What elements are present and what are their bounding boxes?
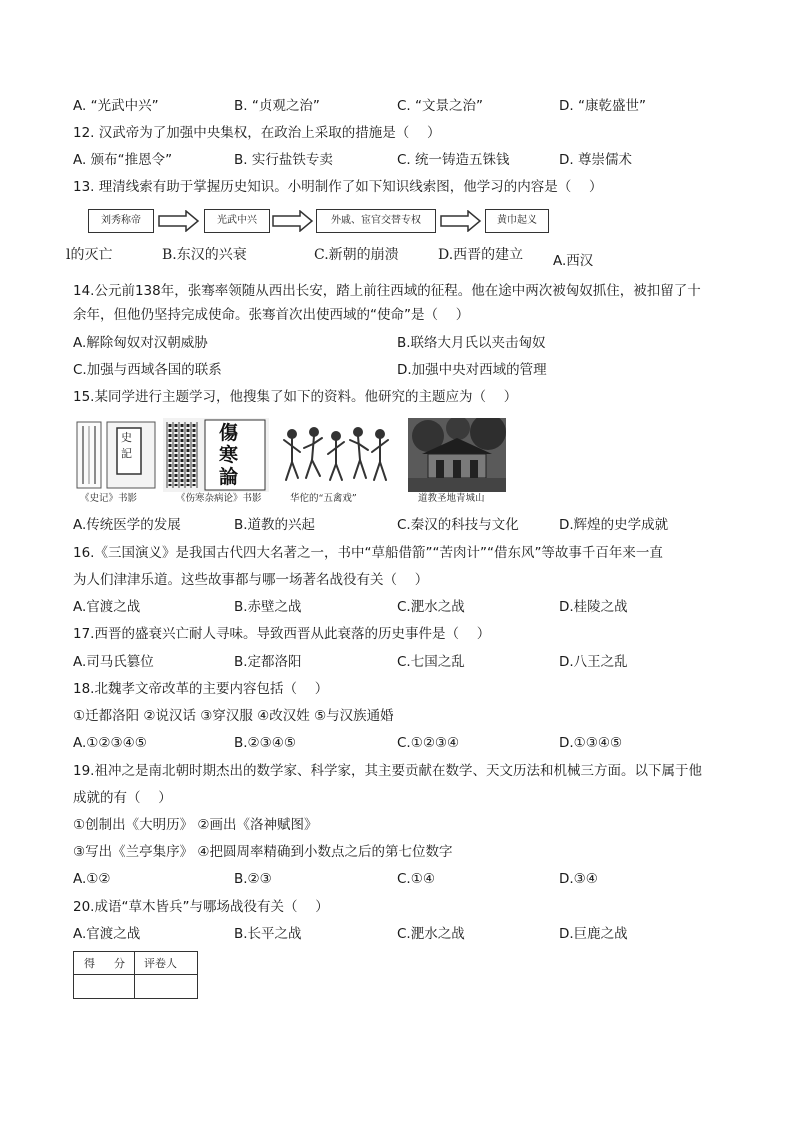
book-page-icon: [163, 418, 269, 492]
q13-choice-c: C.新朝的崩溃: [314, 247, 399, 263]
q13-stray-label: A.西汉: [553, 253, 594, 269]
q14-option-c: C.加强与西域各国的联系: [73, 362, 222, 378]
q16-option-d: D.桂陵之战: [559, 599, 628, 615]
q20-option-c: C.淝水之战: [397, 926, 465, 942]
shiji-char-1: 史: [121, 431, 132, 444]
book-icon: [75, 418, 157, 492]
score-table: [73, 951, 198, 999]
q11-option-c: C. “文景之治”: [397, 98, 483, 114]
q16-option-c: C.淝水之战: [397, 599, 465, 615]
q12-stem: 12. 汉武帝为了加强中央集权，在政治上采取的措施是（ ）: [73, 125, 441, 141]
q17-option-b: B.定都洛阳: [234, 654, 302, 670]
q12-option-b: B. 实行盐铁专卖: [234, 152, 333, 168]
q13-choice-b: B.东汉的兴衰: [162, 247, 247, 263]
score-table-divider: [134, 952, 135, 998]
q19-stem-line1: 19.祖冲之是南北朝时期杰出的数学家、科学家，其主要贡献在数学、天文历法和机械三方面。以下属于他: [73, 763, 702, 779]
score-label-fen: 分: [114, 957, 125, 970]
shiji-char-2: 記: [121, 447, 132, 460]
q14-stem-line1: 14.公元前138年，张骞率领随从西出长安，踏上前往西域的征程。他在途中两次被匈奴抓住，被扣留了十: [73, 283, 701, 299]
q17-stem: 17.西晋的盛衰兴亡耐人寻味。导致西晋从此衰落的历史事件是（ ）: [73, 626, 491, 642]
q16-option-b: B.赤壁之战: [234, 599, 302, 615]
flow-box-3: 外戚、宦官交替专权: [316, 209, 436, 233]
q18-items: ①迁都洛阳 ②说汉话 ③穿汉服 ④改汉姓 ⑤与汉族通婚: [73, 708, 394, 724]
flow-arrow-icon: [272, 210, 314, 232]
q18-option-b: B.②③④⑤: [234, 735, 296, 751]
q14-stem-line2: 余年，但他仍坚持完成使命。张骞首次出使西域的“使命”是（ ）: [73, 307, 470, 323]
q20-option-b: B.长平之战: [234, 926, 302, 942]
caption-shanghan: 《伤寒杂病论》书影: [176, 493, 262, 504]
q15-option-c: C.秦汉的科技与文化: [397, 517, 519, 533]
q11-option-b: B. “贞观之治”: [234, 98, 320, 114]
shanghan-char-1: 傷: [219, 422, 239, 444]
q15-stem: 15.某同学进行主题学习，他搜集了如下的资料。他研究的主题应为（ ）: [73, 389, 518, 405]
grader-label: 评卷人: [144, 957, 177, 970]
q19-option-a: A.①②: [73, 871, 111, 887]
q17-option-a: A.司马氏篡位: [73, 654, 154, 670]
wuqinxi-image: [282, 418, 392, 492]
q17-option-c: C.七国之乱: [397, 654, 465, 670]
shanghan-char-3: 論: [219, 466, 239, 488]
q13-choice-a: l的灭亡: [66, 247, 113, 263]
q20-stem: 20.成语“草木皆兵”与哪场战役有关（ ）: [73, 899, 329, 915]
q15-option-b: B.道教的兴起: [234, 517, 316, 533]
q19-stem-line2: 成就的有（ ）: [73, 790, 172, 806]
shanghan-book-image: [163, 418, 269, 492]
figures-icon: [282, 418, 392, 492]
q19-option-c: C.①④: [397, 871, 435, 887]
q19-items-line2: ③写出《兰亭集序》 ④把圆周率精确到小数点之后的第七位数字: [73, 844, 453, 860]
flow-box-1: 刘秀称帝: [88, 209, 154, 233]
temple-icon: [408, 418, 506, 492]
q13-flowchart: [88, 206, 558, 236]
caption-qingcheng: 道教圣地青城山: [418, 493, 485, 504]
q13-stem: 13. 理清线索有助于掌握历史知识。小明制作了如下知识线索图，他学习的内容是（ ）: [73, 179, 603, 195]
q19-items-line1: ①创制出《大明历》 ②画出《洛神赋图》: [73, 817, 318, 833]
shanghan-char-2: 寒: [219, 444, 239, 466]
q15-option-d: D.辉煌的史学成就: [559, 517, 669, 533]
q19-option-d: D.③④: [559, 871, 598, 887]
flow-box-4: 黄巾起义: [485, 209, 549, 233]
q14-option-a: A.解除匈奴对汉朝威胁: [73, 335, 208, 351]
q16-stem-line2: 为人们津津乐道。这些故事都与哪一场著名战役有关（ ）: [73, 572, 429, 588]
q18-option-a: A.①②③④⑤: [73, 735, 147, 751]
q12-option-d: D. 尊崇儒术: [559, 152, 632, 168]
caption-shiji: 《史记》书影: [80, 493, 138, 504]
q11-option-d: D. “康乾盛世”: [559, 98, 646, 114]
q12-option-c: C. 统一铸造五铢钱: [397, 152, 510, 168]
score-label-de: 得: [84, 957, 95, 970]
q20-option-d: D.巨鹿之战: [559, 926, 628, 942]
q14-option-b: B.联络大月氏以夹击匈奴: [397, 335, 546, 351]
q18-stem: 18.北魏孝文帝改革的主要内容包括（ ）: [73, 681, 329, 697]
q11-option-a: A. “光武中兴”: [73, 98, 159, 114]
caption-wuqinxi: 华佗的“五禽戏”: [290, 493, 357, 504]
q19-option-b: B.②③: [234, 871, 272, 887]
q17-option-d: D.八王之乱: [559, 654, 628, 670]
flow-arrow-icon: [440, 210, 482, 232]
q16-option-a: A.官渡之战: [73, 599, 141, 615]
q20-option-a: A.官渡之战: [73, 926, 141, 942]
qingcheng-temple-image: [408, 418, 506, 492]
flow-arrow-icon: [158, 210, 200, 232]
q18-option-d: D.①③④⑤: [559, 735, 623, 751]
q16-stem-line1: 16.《三国演义》是我国古代四大名著之一，书中“草船借箭”“苦肉计”“借东风”等故事千百年来一直: [73, 545, 663, 561]
q13-choice-d: D.西晋的建立: [438, 247, 524, 263]
q14-option-d: D.加强中央对西域的管理: [397, 362, 547, 378]
shiji-book-image: [75, 418, 157, 492]
q15-option-a: A.传统医学的发展: [73, 517, 181, 533]
flow-box-2: 光武中兴: [204, 209, 270, 233]
q18-option-c: C.①②③④: [397, 735, 460, 751]
q12-option-a: A. 颁布“推恩令”: [73, 152, 173, 168]
